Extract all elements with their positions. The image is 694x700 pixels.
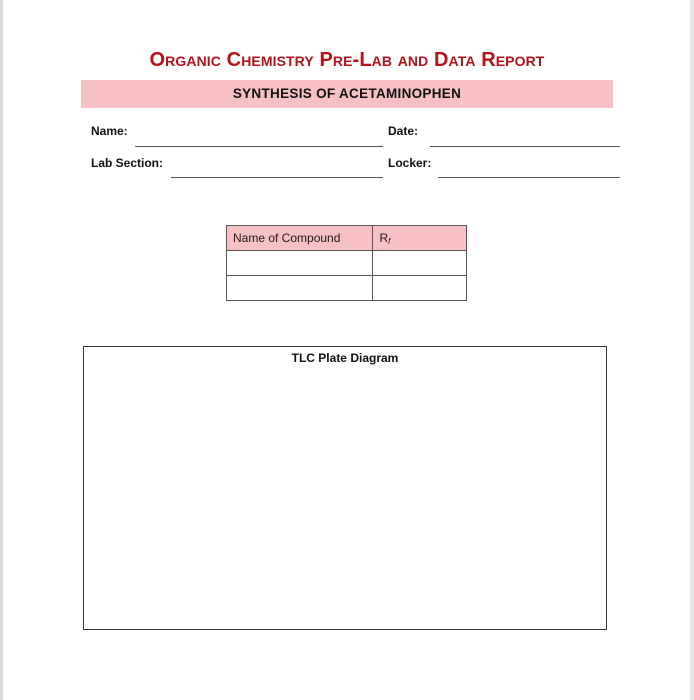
rf-header-sub: f [388, 236, 391, 246]
locker-label: Locker: [388, 156, 432, 170]
name-field-line[interactable] [135, 146, 383, 147]
tlc-plate-diagram-box[interactable] [83, 346, 607, 630]
subtitle-banner [81, 80, 613, 108]
rf-table [226, 225, 467, 301]
name-label: Name: [91, 124, 128, 138]
compound-name-header: Name of Compound [227, 226, 373, 251]
rf-header [373, 226, 467, 251]
lab-section-label: Lab Section: [91, 156, 164, 170]
rf-table-header-row [227, 226, 467, 251]
rf-header-main: R [379, 230, 389, 245]
locker-field-line[interactable] [438, 177, 620, 178]
lab-section-field-line[interactable] [171, 177, 383, 178]
date-field-line[interactable] [430, 146, 620, 147]
compound-name-cell[interactable] [227, 251, 373, 276]
table-row [227, 276, 467, 301]
report-subtitle: SYNTHESIS OF ACETAMINOPHEN [232, 86, 462, 101]
page-left-edge [0, 0, 3, 700]
report-title: Organic Chemistry Pre-Lab and Data Report [149, 49, 545, 71]
date-label: Date: [388, 124, 419, 138]
tlc-plate-diagram-title: TLC Plate Diagram [291, 351, 399, 365]
table-row [227, 251, 467, 276]
rf-value-cell[interactable] [373, 276, 467, 301]
compound-name-cell[interactable] [227, 276, 373, 301]
rf-value-cell[interactable] [373, 251, 467, 276]
page-right-edge [690, 0, 694, 700]
